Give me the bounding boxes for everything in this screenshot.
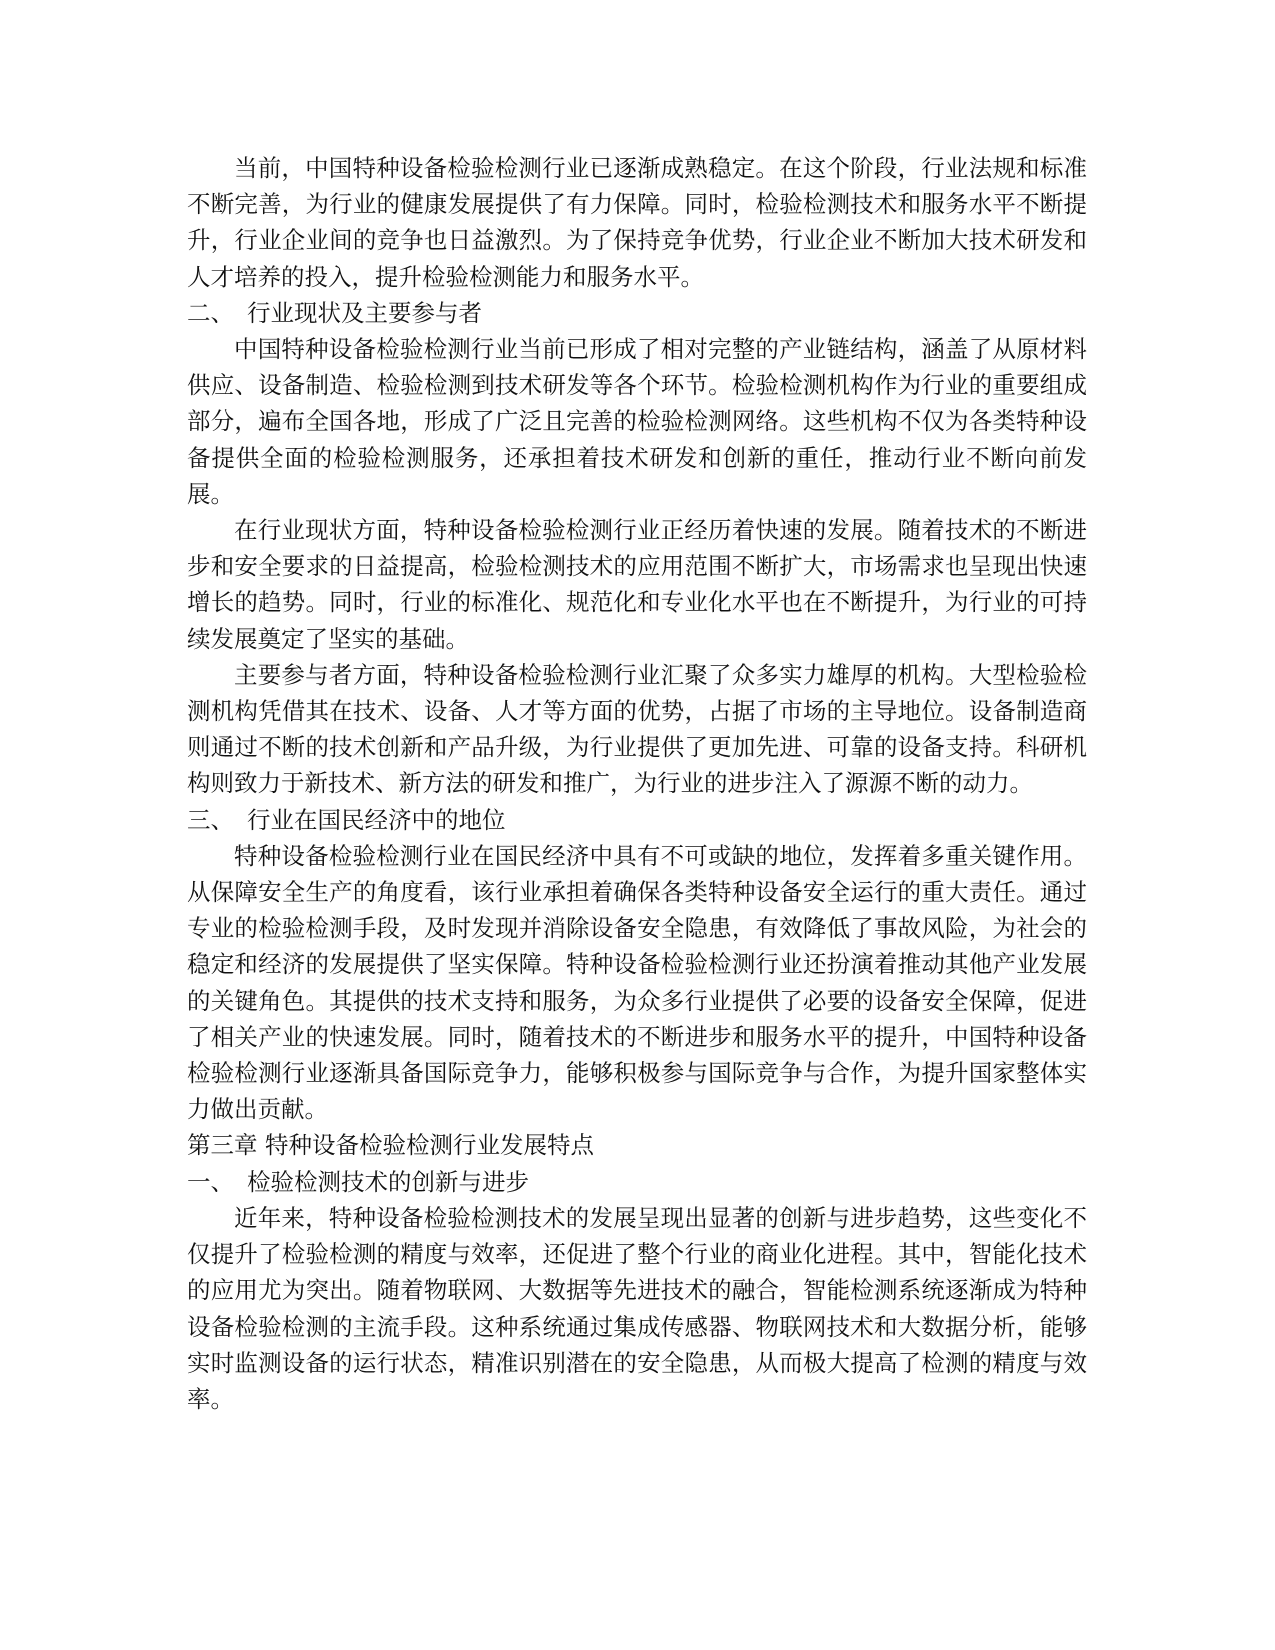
section-heading-economy	[187, 802, 1087, 838]
section-number: 三、	[187, 805, 234, 834]
paragraph-main-participants: 主要参与者方面，特种设备检验检测行业汇聚了众多实力雄厚的机构。大型检验检测机构凭借其在技术、设备、人才等方面的优势，占据了市场的主导地位。设备制造商则通过不断的技术创新和产品升级，为行业提供了更加先进、可靠的设备支持。科研机构则致力于新技术、新方法的研发和推广，为行业的进步注入了源源不断的动力。	[187, 660, 1087, 798]
section-title: 行业现状及主要参与者	[247, 298, 482, 327]
section-number: 二、	[187, 298, 234, 327]
section-number: 一、	[187, 1167, 234, 1196]
paragraph-economic-role: 特种设备检验检测行业在国民经济中具有不可或缺的地位，发挥着多重关键作用。从保障安全生产的角度看，该行业承担着确保各类特种设备安全运行的重大责任。通过专业的检验检测手段，及时发现并消除设备安全隐患，有效降低了事故风险，为社会的稳定和经济的发展提供了坚实保障。特种设备检验检测行业还扮演着推动其他产业发展的关键角色。其提供的技术支持和服务，为众多行业提供了必要的设备安全保障，促进了相关产业的快速发展。同时，随着技术的不断进步和服务水平的提升，中国特种设备检验检测行业逐渐具备国际竞争力，能够积极参与国际竞争与合作，为提升国家整体实力做出贡献。	[187, 841, 1087, 1124]
document-body	[187, 150, 1087, 1417]
paragraph-tech-innovation: 近年来，特种设备检验检测技术的发展呈现出显著的创新与进步趋势，这些变化不仅提升了检验检测的精度与效率，还促进了整个行业的商业化进程。其中，智能化技术的应用尤为突出。随着物联网、大数据等先进技术的融合，智能检测系统逐渐成为特种设备检验检测的主流手段。这种系统通过集成传感器、物联网技术和大数据分析，能够实时监测设备的运行状态，精准识别潜在的安全隐患，从而极大提高了检测的精度与效率。	[187, 1203, 1087, 1413]
paragraph-industry-status: 在行业现状方面，特种设备检验检测行业正经历着快速的发展。随着技术的不断进步和安全要求的日益提高，检验检测技术的应用范围不断扩大，市场需求也呈现出快速增长的趋势。同时，行业的标准化、规范化和专业化水平也在不断提升，为行业的可持续发展奠定了坚实的基础。	[187, 516, 1087, 653]
paragraph-industry-maturity: 当前，中国特种设备检验检测行业已逐渐成熟稳定。在这个阶段，行业法规和标准不断完善，为行业的健康发展提供了有力保障。同时，检验检测技术和服务水平不断提升，行业企业间的竞争也日益激烈。为了保持竞争优势，行业企业不断加大技术研发和人才培养的投入，提升检验检测能力和服务水平。	[187, 154, 1087, 291]
section-heading-innovation	[187, 1164, 1087, 1200]
section-title: 行业在国民经济中的地位	[247, 805, 506, 834]
section-heading-status	[187, 295, 1087, 331]
paragraph-industry-chain: 中国特种设备检验检测行业当前已形成了相对完整的产业链结构，涵盖了从原材料供应、设备制造、检验检测到技术研发等各个环节。检验检测机构作为行业的重要组成部分，遍布全国各地，形成了广泛且完善的检验检测网络。这些机构不仅为各类特种设备提供全面的检验检测服务，还承担着技术研发和创新的重任，推动行业不断向前发展。	[187, 335, 1087, 508]
section-title: 检验检测技术的创新与进步	[247, 1167, 529, 1196]
chapter-title: 第三章 特种设备检验检测行业发展特点	[187, 1131, 594, 1160]
